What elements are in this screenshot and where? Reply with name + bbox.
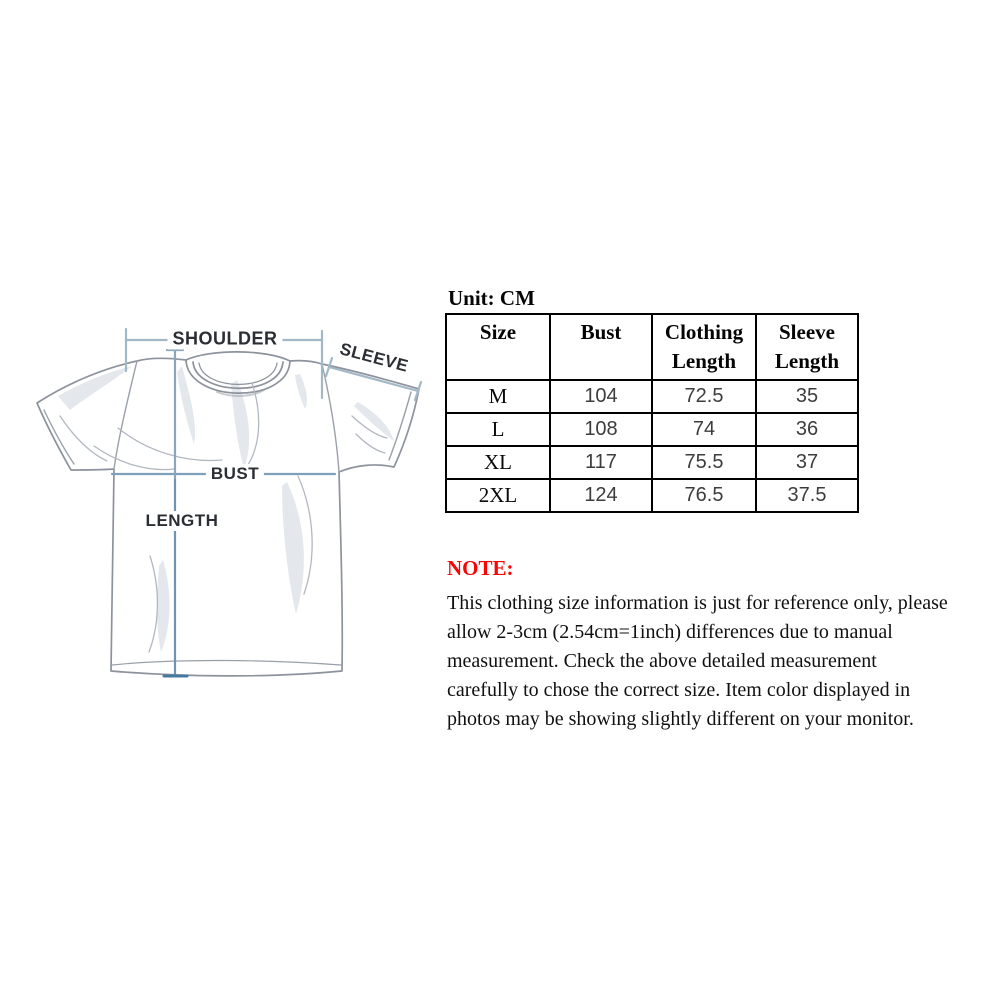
tshirt-outline: [37, 352, 419, 676]
note-line: carefully to chose the correct size. Item color displayed in: [447, 679, 911, 701]
bust-cell: 117: [550, 446, 652, 479]
sleeve-length-cell: 37: [756, 446, 858, 479]
size-cell: L: [446, 413, 550, 446]
note-heading: NOTE:: [447, 556, 514, 580]
bust-label: BUST: [206, 464, 264, 484]
note-line: allow 2-3cm (2.54cm=1inch) differences due to manual: [447, 621, 893, 643]
size-cell: 2XL: [446, 479, 550, 512]
clothing-length-cell: 74: [652, 413, 756, 446]
bust-cell: 124: [550, 479, 652, 512]
table-header-row: [446, 314, 858, 380]
note-line: photos may be showing slightly different on your monitor.: [447, 708, 914, 730]
bust-cell: 104: [550, 380, 652, 413]
size-table: [445, 313, 859, 513]
sleeve-length-cell: 35: [756, 380, 858, 413]
bust-cell: 108: [550, 413, 652, 446]
length-label: LENGTH: [141, 511, 224, 531]
clothing-length-cell: 72.5: [652, 380, 756, 413]
table-row: [446, 380, 858, 413]
table-row: [446, 479, 858, 512]
sleeve-label: SLEEVE: [337, 339, 411, 376]
sleeve-length-cell: 36: [756, 413, 858, 446]
note-section: [447, 556, 977, 734]
clothing-length-cell: 75.5: [652, 446, 756, 479]
table-row: [446, 413, 858, 446]
size-cell: M: [446, 380, 550, 413]
clothing-length-cell: 76.5: [652, 479, 756, 512]
column-header-bust: Bust: [550, 314, 652, 380]
column-header-sleeve-length: Sleeve Length: [756, 314, 858, 380]
column-header-size: Size: [446, 314, 550, 380]
note-line: measurement. Check the above detailed measurement: [447, 650, 877, 672]
sleeve-length-cell: 37.5: [756, 479, 858, 512]
size-cell: XL: [446, 446, 550, 479]
unit-label: Unit: CM: [448, 286, 535, 310]
table-row: [446, 446, 858, 479]
note-line: This clothing size information is just for reference only, please: [447, 592, 948, 614]
column-header-clothing-length: Clothing Length: [652, 314, 756, 380]
shoulder-label: SHOULDER: [167, 329, 282, 350]
